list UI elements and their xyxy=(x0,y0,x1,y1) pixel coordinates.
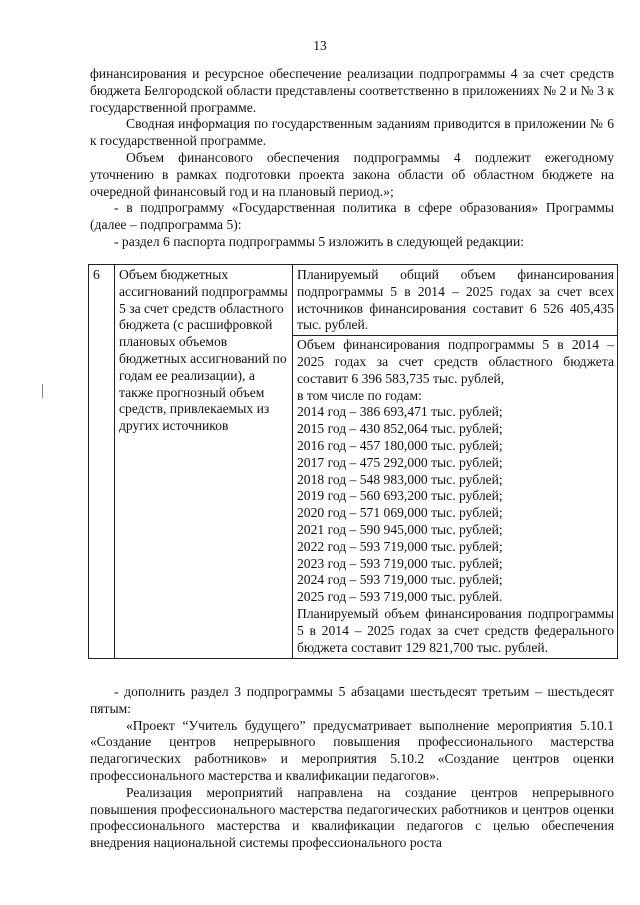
year-line: 2020 год – 571 069,000 тыс. рублей; xyxy=(297,505,503,521)
year-line: 2017 год – 475 292,000 тыс. рублей; xyxy=(297,454,503,470)
total-financing-text: Планируемый общий объем финансирования подпрограммы 5 в 2014 – 2025 годах за счет всех источников финансирования составит 6 526 405,435 тыс. рублей. xyxy=(297,267,614,333)
intro-paragraph-4: - в подпрограмму «Государственная политика в сфере образования» Программы (далее – подпрограмма 5): xyxy=(90,200,614,233)
table-row xyxy=(89,265,618,659)
year-line: 2023 год – 593 719,000 тыс. рублей; xyxy=(297,555,503,571)
inner-divider xyxy=(293,335,617,336)
regional-financing-text: Объем финансирования подпрограммы 5 в 2014 – 2025 годах за счет средств областного бюджета составит 6 396 583,735 тыс. рублей, xyxy=(297,337,614,386)
after-section xyxy=(90,684,614,852)
year-line: 2015 год – 430 852,064 тыс. рублей; xyxy=(297,421,503,437)
year-line: 2016 год – 457 180,000 тыс. рублей; xyxy=(297,437,503,453)
after-paragraph-3: Реализация мероприятий направлена на создание центров непрерывного повышения профессионального мастерства педагогических работников и центров оценки профессионального мастерства и квалификации педагогов с целью обеспечения внедрения национальной системы профессионального роста xyxy=(90,784,614,851)
intro-paragraph-3: Объем финансового обеспечения подпрограммы 4 подлежит ежегодному уточнению в рамках подготовки проекта закона области об областном бюджете на очередной финансовый год и на плановый период.»; xyxy=(90,149,614,199)
year-line: 2019 год – 560 693,200 тыс. рублей; xyxy=(297,488,503,504)
intro-paragraph-5: - раздел 6 паспорта подпрограммы 5 изложить в следующей редакции: xyxy=(114,233,525,249)
federal-financing-text: Планируемый объем финансирования подпрограммы 5 в 2014 – 2025 годах за счет средств федерального бюджета составит 129 821,700 тыс. рублей. xyxy=(297,605,614,655)
intro-section xyxy=(90,66,614,251)
row-number-cell: 6 xyxy=(89,265,115,659)
intro-paragraph-2: Сводная информация по государственным заданиям приводится в приложении № 6 к государственной программе. xyxy=(90,116,614,149)
after-paragraph-2: «Проект “Учитель будущего” предусматривает выполнение мероприятия 5.10.1 «Создание центров непрерывного повышения профессионального мастерства педагогических работников» и мероприятия 5.10.2 «Создание центров оценки профессионального мастерства и квалификации педагогов». xyxy=(90,717,614,783)
after-paragraph-1: - дополнить раздел 3 подпрограммы 5 абзацами шестьдесят третьим – шестьдесят пятым: xyxy=(90,684,614,716)
year-line: 2018 год – 548 983,000 тыс. рублей; xyxy=(297,471,503,487)
page-number: 13 xyxy=(313,38,327,53)
year-line: 2024 год – 593 719,000 тыс. рублей; xyxy=(297,572,503,588)
margin-mark xyxy=(42,384,43,398)
year-line: 2022 год – 593 719,000 тыс. рублей; xyxy=(297,538,503,554)
including-label: в том числе по годам: xyxy=(297,387,422,403)
passport-table xyxy=(88,264,618,659)
intro-paragraph-1: финансирования и ресурсное обеспечение реализации подпрограммы 4 за счет средств бюджета Белгородской области представлены соответственно в приложениях № 2 и № 3 к государственной программе. xyxy=(90,66,614,115)
year-line: 2014 год – 386 693,471 тыс. рублей; xyxy=(297,404,503,420)
row-label-cell: Объем бюджетных ассигнований подпрограммы 5 за счет средств областного бюджета (с расшифровкой плановых объемов бюджетных ассигнований по годам ее реализации), а также прогнозный объем средств, привлекаемых из других источников xyxy=(115,265,293,659)
year-line: 2025 год – 593 719,000 тыс. рублей. xyxy=(297,589,503,605)
year-line: 2021 год – 590 945,000 тыс. рублей; xyxy=(297,521,503,537)
row-value-cell xyxy=(293,265,618,659)
